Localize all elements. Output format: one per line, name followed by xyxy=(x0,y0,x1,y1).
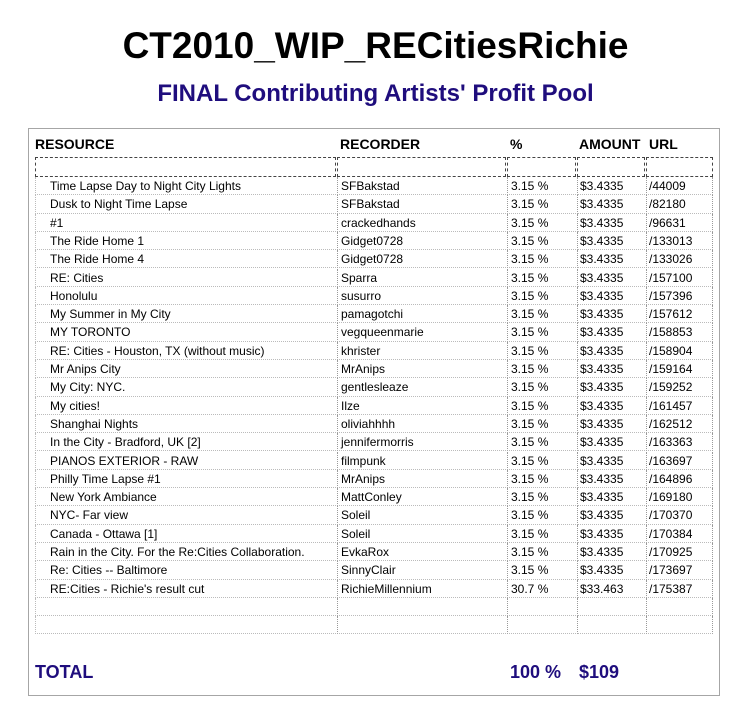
table-row xyxy=(0,488,751,506)
cell-url: /170370 xyxy=(646,506,713,524)
cell-url: /159252 xyxy=(646,378,713,396)
cell-recorder: SFBakstad xyxy=(337,195,506,213)
cell-recorder: MrAnips xyxy=(337,360,506,378)
column-header-percent: % xyxy=(510,136,523,152)
cell-url: /170925 xyxy=(646,543,713,561)
cell-amount: $3.4335 xyxy=(577,287,645,305)
cell-percent: 3.15 % xyxy=(507,452,576,470)
table-row xyxy=(0,232,751,250)
cell-percent xyxy=(507,616,576,634)
cell-resource: Rain in the City. For the Re:Cities Collaboration. xyxy=(35,543,336,561)
table-row xyxy=(0,177,751,195)
cell-percent xyxy=(507,598,576,616)
cell-percent: 3.15 % xyxy=(507,214,576,232)
cell-url: /164896 xyxy=(646,470,713,488)
cell-amount: $3.4335 xyxy=(577,506,645,524)
cell-url: /96631 xyxy=(646,214,713,232)
cell-recorder: Gidget0728 xyxy=(337,250,506,268)
table-row xyxy=(0,342,751,360)
cell-percent: 3.15 % xyxy=(507,470,576,488)
column-header-resource: RESOURCE xyxy=(35,136,115,152)
cell-percent: 3.15 % xyxy=(507,305,576,323)
page-subtitle: FINAL Contributing Artists' Profit Pool xyxy=(157,80,594,107)
blank-cell-amount xyxy=(577,157,645,177)
cell-percent: 3.15 % xyxy=(507,360,576,378)
cell-percent: 3.15 % xyxy=(507,177,576,195)
table-row xyxy=(0,525,751,543)
cell-percent: 3.15 % xyxy=(507,506,576,524)
table-row xyxy=(0,433,751,451)
cell-amount: $3.4335 xyxy=(577,195,645,213)
cell-recorder: Soleil xyxy=(337,506,506,524)
cell-url: /163697 xyxy=(646,452,713,470)
table-row xyxy=(0,561,751,579)
table-row xyxy=(0,269,751,287)
cell-resource: New York Ambiance xyxy=(35,488,336,506)
table-row xyxy=(0,452,751,470)
cell-recorder: vegqueenmarie xyxy=(337,323,506,341)
cell-percent: 3.15 % xyxy=(507,378,576,396)
cell-recorder: SinnyClair xyxy=(337,561,506,579)
column-header-url: URL xyxy=(649,136,678,152)
cell-resource: In the City - Bradford, UK [2] xyxy=(35,433,336,451)
cell-resource xyxy=(35,616,336,634)
cell-recorder: susurro xyxy=(337,287,506,305)
cell-recorder: oliviahhhh xyxy=(337,415,506,433)
cell-percent: 3.15 % xyxy=(507,525,576,543)
cell-resource: Shanghai Nights xyxy=(35,415,336,433)
cell-amount: $3.4335 xyxy=(577,561,645,579)
cell-amount: $33.463 xyxy=(577,580,645,598)
cell-recorder: MrAnips xyxy=(337,470,506,488)
cell-percent: 3.15 % xyxy=(507,433,576,451)
cell-url: /158904 xyxy=(646,342,713,360)
table-row xyxy=(0,378,751,396)
cell-amount: $3.4335 xyxy=(577,397,645,415)
blank-cell-resource xyxy=(35,157,336,177)
cell-recorder: SFBakstad xyxy=(337,177,506,195)
cell-percent: 3.15 % xyxy=(507,250,576,268)
cell-amount: $3.4335 xyxy=(577,305,645,323)
cell-percent: 3.15 % xyxy=(507,287,576,305)
cell-resource: The Ride Home 4 xyxy=(35,250,336,268)
cell-resource: NYC- Far view xyxy=(35,506,336,524)
cell-recorder: MattConley xyxy=(337,488,506,506)
cell-recorder: Ilze xyxy=(337,397,506,415)
cell-resource: My cities! xyxy=(35,397,336,415)
cell-url: /157612 xyxy=(646,305,713,323)
table-row xyxy=(0,195,751,213)
cell-resource: My City: NYC. xyxy=(35,378,336,396)
cell-amount: $3.4335 xyxy=(577,415,645,433)
cell-recorder xyxy=(337,616,506,634)
table-row xyxy=(0,214,751,232)
cell-amount: $3.4335 xyxy=(577,177,645,195)
blank-cell-url xyxy=(646,157,713,177)
cell-percent: 3.15 % xyxy=(507,543,576,561)
cell-url xyxy=(646,598,713,616)
total-amount: $109 xyxy=(579,662,620,682)
cell-resource: #1 xyxy=(35,214,336,232)
cell-resource: Dusk to Night Time Lapse xyxy=(35,195,336,213)
cell-amount: $3.4335 xyxy=(577,452,645,470)
cell-recorder: RichieMillennium xyxy=(337,580,506,598)
cell-recorder: Gidget0728 xyxy=(337,232,506,250)
cell-resource: Time Lapse Day to Night City Lights xyxy=(35,177,336,195)
cell-url: /133026 xyxy=(646,250,713,268)
table-row xyxy=(0,397,751,415)
cell-percent: 3.15 % xyxy=(507,397,576,415)
cell-amount: $3.4335 xyxy=(577,470,645,488)
cell-url: /157396 xyxy=(646,287,713,305)
cell-percent: 3.15 % xyxy=(507,415,576,433)
cell-recorder: filmpunk xyxy=(337,452,506,470)
cell-amount xyxy=(577,598,645,616)
cell-url: /173697 xyxy=(646,561,713,579)
cell-recorder: pamagotchi xyxy=(337,305,506,323)
cell-url: /161457 xyxy=(646,397,713,415)
cell-amount xyxy=(577,616,645,634)
table-row xyxy=(0,470,751,488)
cell-amount: $3.4335 xyxy=(577,214,645,232)
cell-amount: $3.4335 xyxy=(577,250,645,268)
total-label: TOTAL xyxy=(35,662,94,682)
cell-amount: $3.4335 xyxy=(577,323,645,341)
cell-url: /175387 xyxy=(646,580,713,598)
cell-percent: 3.15 % xyxy=(507,342,576,360)
cell-percent: 3.15 % xyxy=(507,561,576,579)
cell-url: /44009 xyxy=(646,177,713,195)
blank-cell-percent xyxy=(507,157,576,177)
cell-amount: $3.4335 xyxy=(577,342,645,360)
column-header-recorder: RECORDER xyxy=(340,136,421,152)
cell-amount: $3.4335 xyxy=(577,269,645,287)
table-row xyxy=(0,250,751,268)
cell-url: /163363 xyxy=(646,433,713,451)
cell-recorder: EvkaRox xyxy=(337,543,506,561)
cell-resource: PIANOS EXTERIOR - RAW xyxy=(35,452,336,470)
column-header-amount: AMOUNT xyxy=(579,136,641,152)
cell-percent: 30.7 % xyxy=(507,580,576,598)
cell-percent: 3.15 % xyxy=(507,232,576,250)
cell-resource: RE:Cities - Richie's result cut xyxy=(35,580,336,598)
cell-resource xyxy=(35,598,336,616)
cell-url: /158853 xyxy=(646,323,713,341)
table-row xyxy=(0,506,751,524)
cell-url: /162512 xyxy=(646,415,713,433)
cell-amount: $3.4335 xyxy=(577,433,645,451)
blank-cell-recorder xyxy=(337,157,506,177)
cell-percent: 3.15 % xyxy=(507,195,576,213)
cell-url: /82180 xyxy=(646,195,713,213)
table-row xyxy=(0,415,751,433)
cell-resource: RE: Cities xyxy=(35,269,336,287)
cell-resource: Honolulu xyxy=(35,287,336,305)
cell-percent: 3.15 % xyxy=(507,323,576,341)
cell-recorder: gentlesleaze xyxy=(337,378,506,396)
table-row xyxy=(0,323,751,341)
cell-resource: Canada - Ottawa [1] xyxy=(35,525,336,543)
cell-resource: MY TORONTO xyxy=(35,323,336,341)
cell-resource: My Summer in My City xyxy=(35,305,336,323)
table-row xyxy=(0,598,751,616)
table-row xyxy=(0,287,751,305)
cell-amount: $3.4335 xyxy=(577,488,645,506)
cell-url: /157100 xyxy=(646,269,713,287)
cell-resource: Re: Cities -- Baltimore xyxy=(35,561,336,579)
table-row xyxy=(0,580,751,598)
cell-url: /169180 xyxy=(646,488,713,506)
table-row xyxy=(0,543,751,561)
cell-amount: $3.4335 xyxy=(577,232,645,250)
cell-url: /170384 xyxy=(646,525,713,543)
cell-amount: $3.4335 xyxy=(577,543,645,561)
cell-url: /159164 xyxy=(646,360,713,378)
cell-recorder: Sparra xyxy=(337,269,506,287)
page-title: CT2010_WIP_RECitiesRichie xyxy=(122,25,629,66)
cell-resource: RE: Cities - Houston, TX (without music) xyxy=(35,342,336,360)
cell-recorder xyxy=(337,598,506,616)
cell-url: /133013 xyxy=(646,232,713,250)
cell-percent: 3.15 % xyxy=(507,488,576,506)
cell-recorder: Soleil xyxy=(337,525,506,543)
cell-recorder: crackedhands xyxy=(337,214,506,232)
cell-amount: $3.4335 xyxy=(577,360,645,378)
total-percent: 100 % xyxy=(510,662,562,682)
cell-recorder: khrister xyxy=(337,342,506,360)
cell-resource: Philly Time Lapse #1 xyxy=(35,470,336,488)
table-row xyxy=(0,616,751,634)
cell-url xyxy=(646,616,713,634)
cell-resource: Mr Anips City xyxy=(35,360,336,378)
table-row xyxy=(0,360,751,378)
table-row xyxy=(0,305,751,323)
cell-amount: $3.4335 xyxy=(577,525,645,543)
cell-amount: $3.4335 xyxy=(577,378,645,396)
cell-resource: The Ride Home 1 xyxy=(35,232,336,250)
cell-percent: 3.15 % xyxy=(507,269,576,287)
cell-recorder: jennifermorris xyxy=(337,433,506,451)
